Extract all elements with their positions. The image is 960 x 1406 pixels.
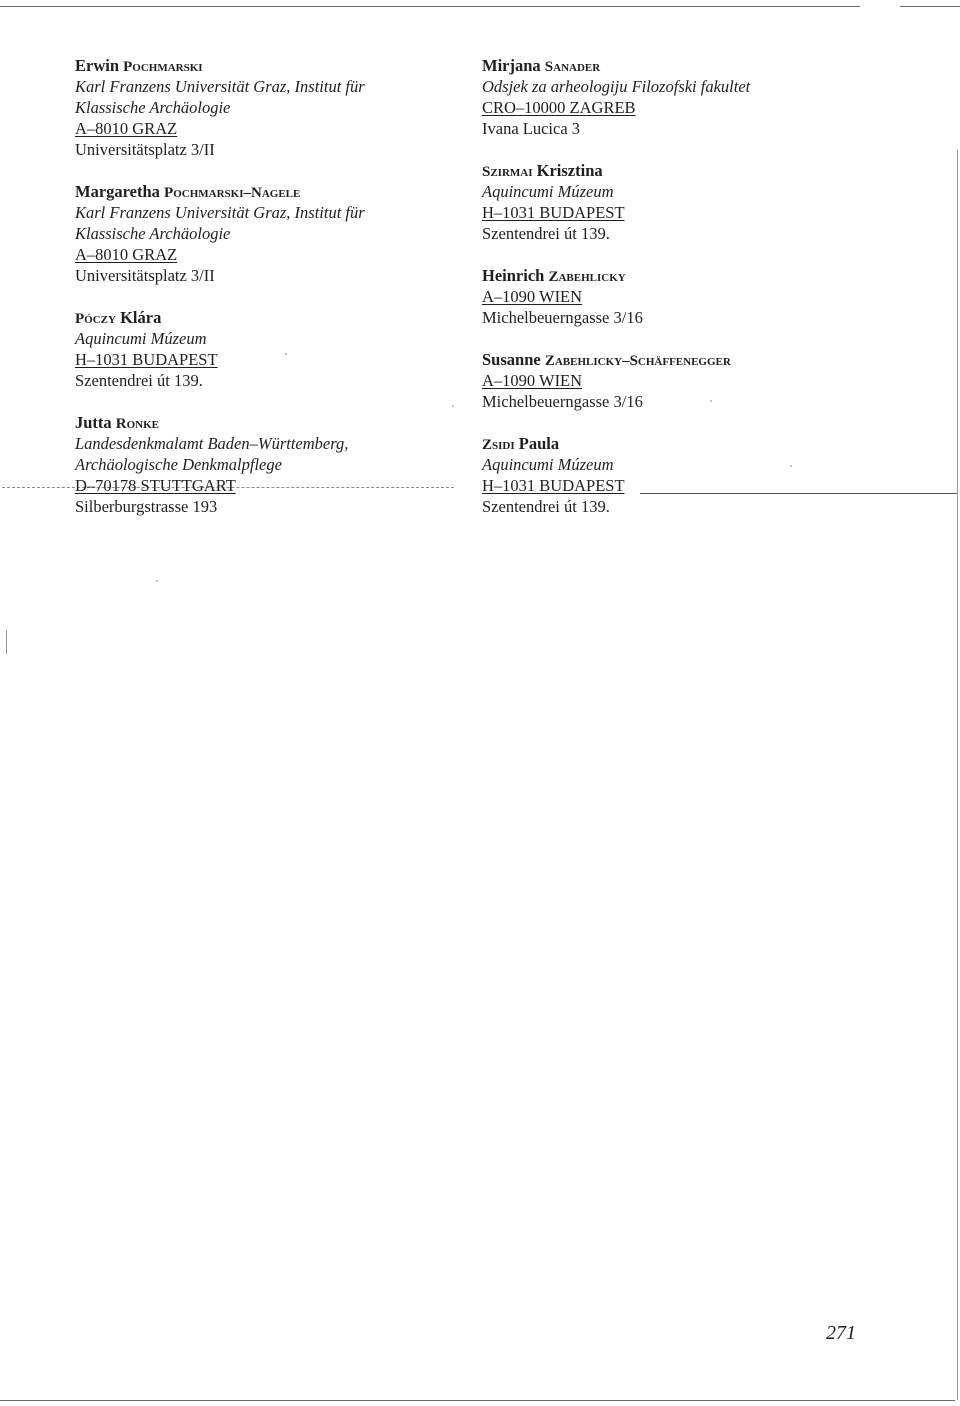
- street-line: Szentendrei út 139.: [75, 371, 203, 390]
- right-column: [482, 55, 882, 538]
- top-rule-right: [900, 6, 960, 7]
- city-line: A–8010 GRAZ: [75, 119, 178, 138]
- first-name: Krisztina: [536, 161, 603, 180]
- first-name: Paula: [518, 434, 560, 453]
- surname: Póczy: [75, 311, 116, 327]
- institution-line: Landesdenkmalamt Baden–Württemberg,: [75, 434, 349, 453]
- first-name: Heinrich: [482, 266, 545, 285]
- first-name: Erwin: [75, 56, 120, 75]
- street-line: Universitätsplatz 3/II: [75, 140, 215, 159]
- city-line: H–1031 BUDAPEST: [482, 476, 625, 495]
- city-line: A–1090 WIEN: [482, 371, 583, 390]
- first-name: Mirjana: [482, 56, 541, 75]
- address-entry: [75, 55, 475, 160]
- surname: Sanader: [544, 59, 601, 75]
- left-edge-mark: [6, 630, 7, 654]
- person-name: [482, 160, 882, 181]
- street-line: Ivana Lucica 3: [482, 119, 581, 138]
- address-entry: [482, 55, 882, 139]
- address-entry: [75, 307, 475, 391]
- institution-line: Odsjek za arheologiju Filozofski fakultet: [482, 77, 751, 96]
- surname: Zsidi: [482, 437, 515, 453]
- institution-line: Karl Franzens Universität Graz, Institut für: [75, 77, 365, 96]
- city-line: H–1031 BUDAPEST: [75, 350, 218, 369]
- institution-line: Archäologische Denkmalpflege: [75, 455, 282, 474]
- city-line: H–1031 BUDAPEST: [482, 203, 625, 222]
- address-entry: [482, 265, 882, 328]
- city-line: A–8010 GRAZ: [75, 245, 178, 264]
- person-name: [482, 265, 882, 286]
- right-edge-line: [957, 150, 958, 1400]
- institution-line: Klassische Archäologie: [75, 98, 231, 117]
- surname: Zabehlicky–Schäffenegger: [544, 353, 731, 369]
- person-name: [482, 433, 882, 454]
- first-name: Jutta: [75, 413, 112, 432]
- institution-line: Klassische Archäologie: [75, 224, 231, 243]
- surname: Szirmai: [482, 164, 533, 180]
- top-rule: [0, 6, 860, 7]
- bottom-rule: [0, 1400, 955, 1401]
- street-line: Szentendrei út 139.: [482, 497, 610, 516]
- address-entry: [482, 433, 882, 517]
- street-line: Szentendrei út 139.: [482, 224, 610, 243]
- surname: Pochmarski: [123, 59, 203, 75]
- person-name: [75, 412, 475, 433]
- institution-line: Aquincumi Múzeum: [482, 182, 614, 201]
- street-line: Universitätsplatz 3/II: [75, 266, 215, 285]
- surname: Ronke: [115, 416, 160, 432]
- left-column: [75, 55, 475, 538]
- first-name: Margaretha: [75, 182, 160, 201]
- street-line: Michelbeuerngasse 3/16: [482, 392, 643, 411]
- institution-line: Karl Franzens Universität Graz, Institut für: [75, 203, 365, 222]
- institution-line: Aquincumi Múzeum: [482, 455, 614, 474]
- address-entry: [75, 181, 475, 286]
- surname: Zabehlicky: [548, 269, 626, 285]
- person-name: [482, 55, 882, 76]
- city-line: CRO–10000 ZAGREB: [482, 98, 636, 117]
- person-name: [75, 55, 475, 76]
- person-name: [482, 349, 882, 370]
- surname: Pochmarski–Nagele: [164, 185, 301, 201]
- city-line: A–1090 WIEN: [482, 287, 583, 306]
- city-line: D–70178 STUTTGART: [75, 476, 236, 495]
- page-number: 271: [826, 1322, 856, 1344]
- person-name: [75, 181, 475, 202]
- street-line: Michelbeuerngasse 3/16: [482, 308, 643, 327]
- person-name: [75, 307, 475, 328]
- institution-line: Aquincumi Múzeum: [75, 329, 207, 348]
- first-name: Klára: [120, 308, 162, 327]
- first-name: Susanne: [482, 350, 541, 369]
- street-line: Silberburgstrasse 193: [75, 497, 218, 516]
- address-entry: [75, 412, 475, 517]
- speck: [156, 580, 158, 582]
- address-entry: [482, 160, 882, 244]
- address-entry: [482, 349, 882, 412]
